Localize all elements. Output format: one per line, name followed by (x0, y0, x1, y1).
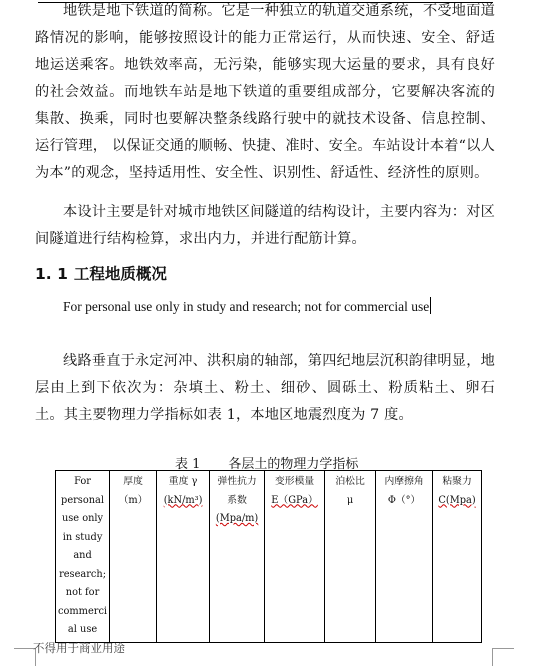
table-caption: 表 1 各层土的物理力学指标 (175, 457, 359, 472)
text-cursor (430, 297, 431, 314)
header-poisson-ratio: 泊松比 μ (325, 471, 376, 643)
header-unit-weight: 重度 γ (kN/m³) (157, 471, 210, 643)
soil-properties-table (55, 470, 482, 643)
geology-paragraph: 线路垂直于永定河冲、洪积扇的轴部，第四纪地层沉积韵律明显，地层由上到下依次为：杂填土、粉土、细砂、圆砾土、粉质粘土、卵石土。其主要物理力学指标如表 1，本地区地震烈度为 7 度。 (35, 353, 495, 423)
header-deformation-modulus: 变形模量 E（GPa） (265, 471, 325, 643)
intro-paragraph-1: 地铁是地下铁道的简称。它是一种独立的轨道交通系统，不受地面道路情况的影响，能够按照设计的能力正常运行，从而快速、安全、舒适地运送乘客。地铁效率高，无污染，能够实现大运量的要求，具有良好的社会效益。而地铁车站是地下铁道的重要组成部分，它要解决客流的集散、换乘，同时也要解决整条线路行驶中的就技术设备、信息控制、运行管理， 以保证交通的顺畅、快捷、准时、安全。车站设计本着“以人为本”的观念，坚持适用性、安全性、识别性、舒适性、经济性的原则。 (35, 3, 495, 181)
intro-paragraph-2: 本设计主要是针对城市地铁区间隧道的结构设计，主要内容为：对区间隧道进行结构检算，求出内力，并进行配筋计算。 (35, 204, 495, 247)
table-header-row (56, 471, 482, 643)
header-thickness: 厚度 （m） (110, 471, 157, 643)
header-cohesion: 粘聚力 C(Mpa) (433, 471, 482, 643)
section-heading: 1. 1 工程地质概况 (35, 265, 167, 283)
table-watermark-cell: For personal use only in study and research; not for commerci al use (56, 471, 110, 643)
margin-mark-right-vertical (492, 648, 493, 666)
watermark-line[interactable]: For personal use only in study and research; not for commercial use (63, 299, 430, 314)
footer-watermark: 不得用于商业用途 (33, 641, 125, 655)
header-elastic-resistance: 弹性抗力 系数 (Mpa/m) (210, 471, 265, 643)
header-friction-angle: 内摩擦角 Φ（°） (376, 471, 433, 643)
margin-mark-right (492, 648, 514, 649)
